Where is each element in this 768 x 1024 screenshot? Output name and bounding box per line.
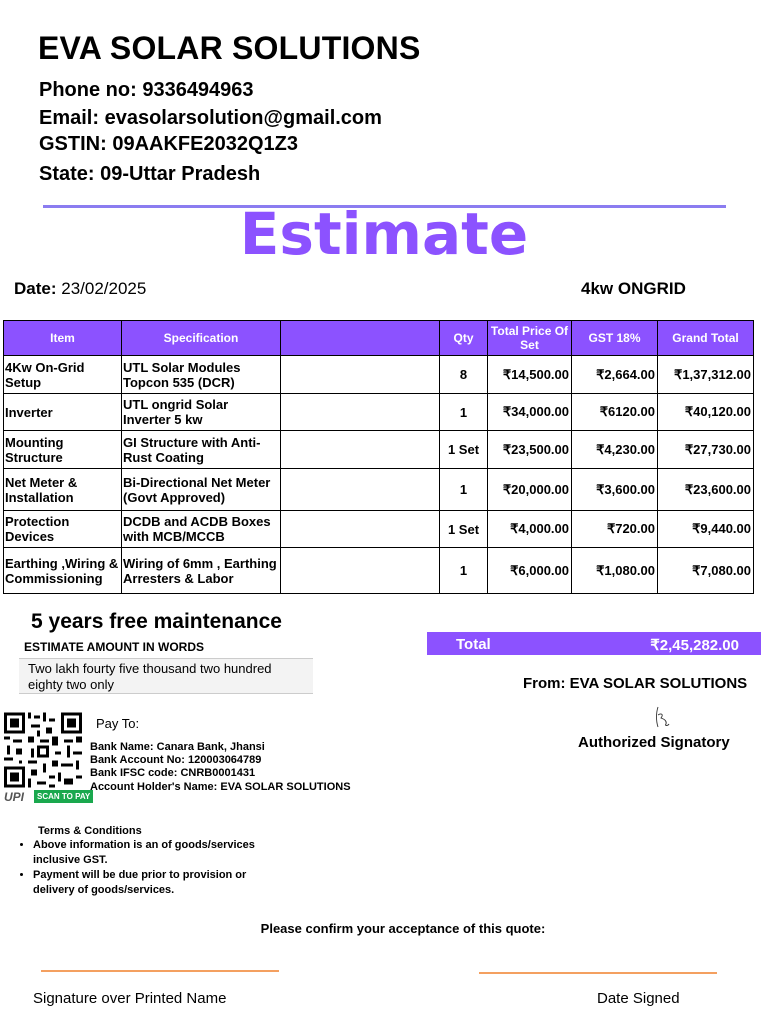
table-row xyxy=(4,431,754,469)
row-total: ₹1,37,312.00 xyxy=(658,356,754,394)
total-value: ₹2,45,282.00 xyxy=(650,637,739,654)
signature-line xyxy=(41,970,279,972)
row-item: Mounting Structure xyxy=(4,431,122,469)
upi-logo: UPI xyxy=(4,790,25,804)
row-price: ₹4,000.00 xyxy=(488,511,572,548)
company-email: Email: evasolarsolution@gmail.com xyxy=(39,107,382,129)
date-signed-label: Date Signed xyxy=(597,990,680,1007)
row-price: ₹34,000.00 xyxy=(488,394,572,431)
table-row xyxy=(4,356,754,394)
row-total: ₹27,730.00 xyxy=(658,431,754,469)
table-row xyxy=(4,548,754,594)
row-spec: UTL Solar Modules Topcon 535 (DCR) xyxy=(122,356,281,394)
row-blank xyxy=(281,431,440,469)
row-spec: Wiring of 6mm , Earthing Arresters & Labor xyxy=(122,548,281,594)
date-line xyxy=(479,972,717,974)
row-price: ₹14,500.00 xyxy=(488,356,572,394)
header-total-price: Total Price Of Set xyxy=(488,321,572,356)
terms-title: Terms & Conditions xyxy=(38,825,142,837)
row-qty: 8 xyxy=(440,356,488,394)
row-item: Net Meter & Installation xyxy=(4,469,122,511)
bank-ifsc: Bank IFSC code: CNRB0001431 xyxy=(90,767,256,779)
header-specification: Specification xyxy=(122,321,281,356)
row-item: Protection Devices xyxy=(4,511,122,548)
row-gst: ₹2,664.00 xyxy=(572,356,658,394)
date-label: Date: xyxy=(14,279,57,298)
header-item: Item xyxy=(4,321,122,356)
account-holder: Account Holder's Name: EVA SOLAR SOLUTIONS xyxy=(90,781,351,793)
company-phone: Phone no: 9336494963 xyxy=(39,79,254,101)
row-qty: 1 xyxy=(440,469,488,511)
row-spec: UTL ongrid Solar Inverter 5 kw xyxy=(122,394,281,431)
row-blank xyxy=(281,511,440,548)
row-blank xyxy=(281,394,440,431)
company-gstin: GSTIN: 09AAKFE2032Q1Z3 xyxy=(39,133,298,155)
terms-item: • Payment will be due prior to provision or delivery of goods/services. xyxy=(33,868,263,898)
row-item: Earthing ,Wiring & Commissioning xyxy=(4,548,122,594)
header-grand-total: Grand Total xyxy=(658,321,754,356)
row-total: ₹23,600.00 xyxy=(658,469,754,511)
header-gst: GST 18% xyxy=(572,321,658,356)
bank-account: Bank Account No: 120003064789 xyxy=(90,754,262,766)
scan-to-pay-badge: SCAN TO PAY xyxy=(34,790,93,803)
row-blank xyxy=(281,548,440,594)
row-spec: GI Structure with Anti-Rust Coating xyxy=(122,431,281,469)
row-spec: DCDB and ACDB Boxes with MCB/MCCB xyxy=(122,511,281,548)
total-bar xyxy=(427,632,761,655)
maintenance-note: 5 years free maintenance xyxy=(31,610,282,633)
row-qty: 1 xyxy=(440,394,488,431)
row-gst: ₹720.00 xyxy=(572,511,658,548)
row-price: ₹6,000.00 xyxy=(488,548,572,594)
from-company: From: EVA SOLAR SOLUTIONS xyxy=(523,675,748,692)
row-item: Inverter xyxy=(4,394,122,431)
date-value: 23/02/2025 xyxy=(61,279,147,298)
row-spec: Bi-Directional Net Meter (Govt Approved) xyxy=(122,469,281,511)
table-row xyxy=(4,511,754,548)
signature-mark xyxy=(652,705,672,731)
terms-item: • Above information is an of goods/services inclusive GST. xyxy=(33,838,263,868)
amount-in-words-label: ESTIMATE AMOUNT IN WORDS xyxy=(24,640,204,654)
table-row xyxy=(4,469,754,511)
row-item: 4Kw On-Grid Setup xyxy=(4,356,122,394)
row-qty: 1 Set xyxy=(440,511,488,548)
row-gst: ₹1,080.00 xyxy=(572,548,658,594)
document-title: Estimate xyxy=(239,200,529,268)
qr-code-icon xyxy=(4,712,82,788)
row-price: ₹20,000.00 xyxy=(488,469,572,511)
terms-list xyxy=(20,838,263,898)
items-table xyxy=(3,320,754,594)
row-price: ₹23,500.00 xyxy=(488,431,572,469)
bank-name: Bank Name: Canara Bank, Jhansi xyxy=(90,741,265,753)
row-total: ₹9,440.00 xyxy=(658,511,754,548)
row-blank xyxy=(281,469,440,511)
table-header-row xyxy=(4,321,754,356)
row-qty: 1 xyxy=(440,548,488,594)
total-label: Total xyxy=(456,636,491,653)
amount-in-words: Two lakh fourty five thousand two hundred eighty two only xyxy=(28,661,272,692)
row-blank xyxy=(281,356,440,394)
pay-to-label: Pay To: xyxy=(96,716,140,731)
row-gst: ₹6120.00 xyxy=(572,394,658,431)
system-type: 4kw ONGRID xyxy=(581,279,686,298)
estimate-date xyxy=(14,279,146,299)
authorized-signatory: Authorized Signatory xyxy=(578,734,730,751)
table-row xyxy=(4,394,754,431)
header-qty: Qty xyxy=(440,321,488,356)
signature-label: Signature over Printed Name xyxy=(33,990,227,1007)
row-qty: 1 Set xyxy=(440,431,488,469)
company-state: State: 09-Uttar Pradesh xyxy=(39,163,261,185)
company-name: EVA SOLAR SOLUTIONS xyxy=(38,30,421,66)
header-blank xyxy=(281,321,440,356)
row-total: ₹40,120.00 xyxy=(658,394,754,431)
row-total: ₹7,080.00 xyxy=(658,548,754,594)
row-gst: ₹3,600.00 xyxy=(572,469,658,511)
row-gst: ₹4,230.00 xyxy=(572,431,658,469)
acceptance-prompt: Please confirm your acceptance of this quote: xyxy=(260,921,546,936)
